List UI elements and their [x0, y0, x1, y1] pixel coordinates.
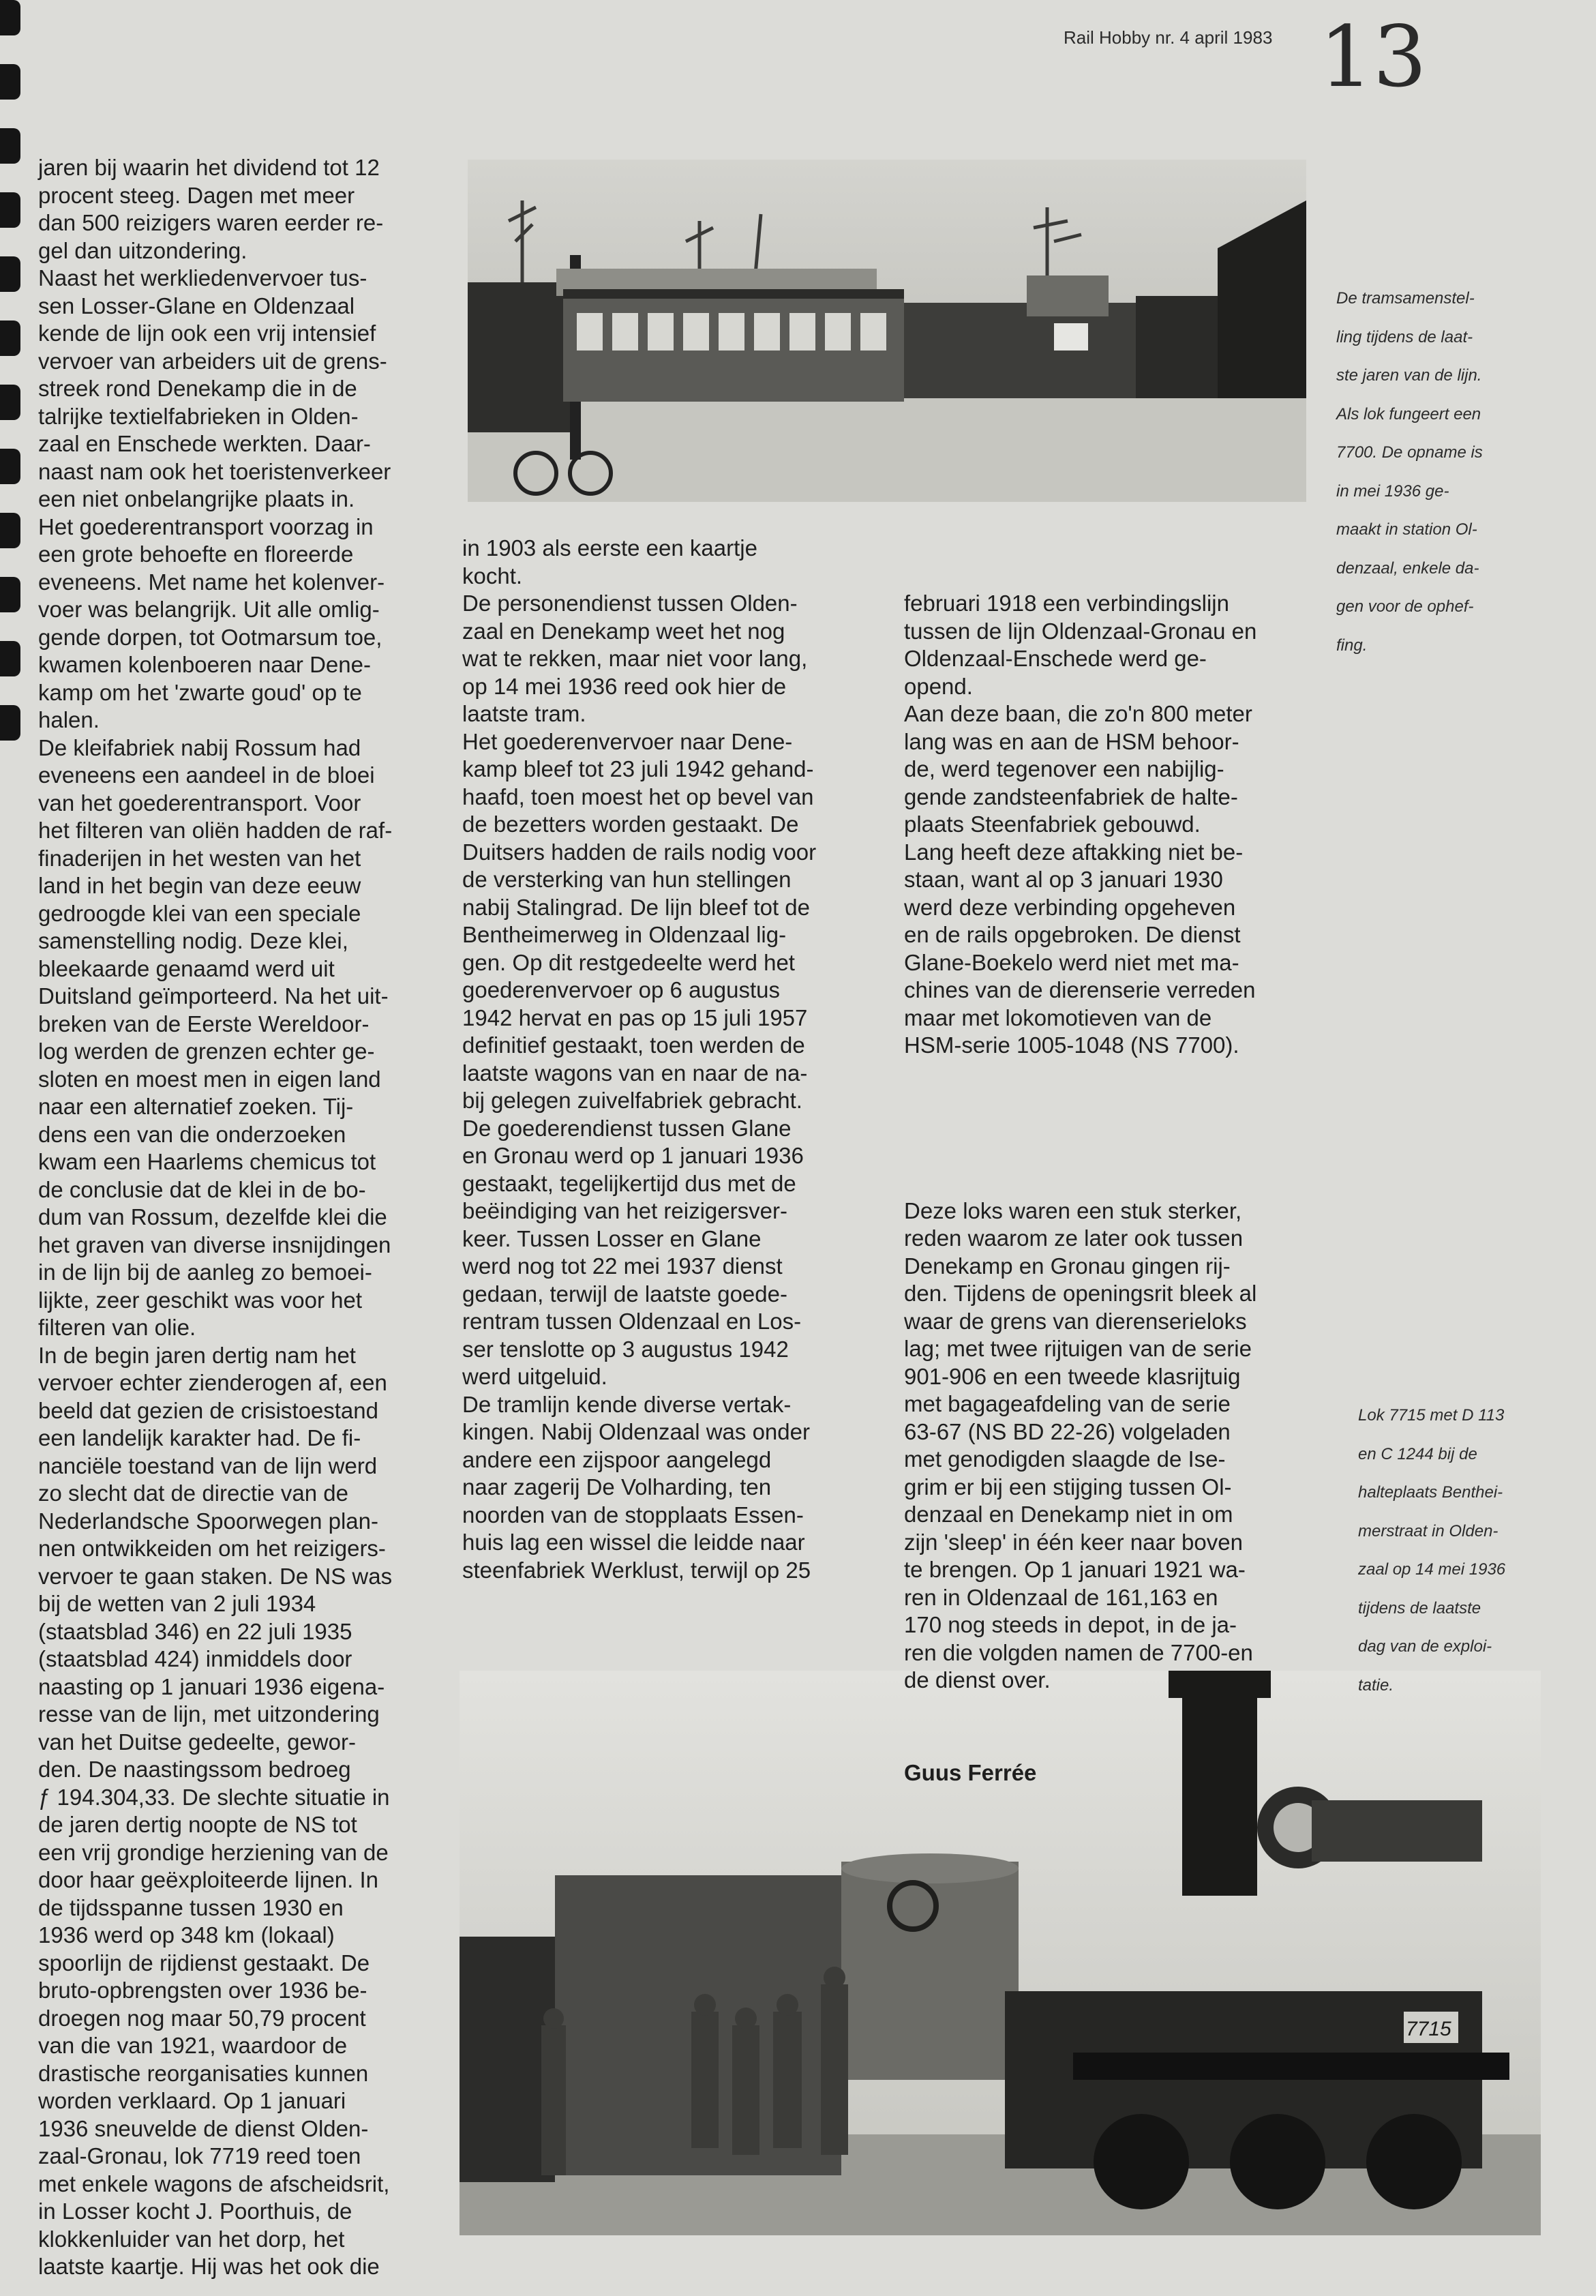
text-line: beëindiging van het reizigersver- — [462, 1198, 787, 1223]
text-line: bruto-opbrengsten over 1936 be- — [38, 1978, 367, 2003]
text-line: keer. Tussen Losser en Glane — [462, 1225, 762, 1251]
text-line: fing. — [1336, 636, 1368, 655]
text-line: de, werd tegenover een nabijlig- — [904, 756, 1224, 781]
text-line: laatste wagons van en naar de na- — [462, 1060, 808, 1086]
text-line: dum van Rossum, dezelfde klei die — [38, 1204, 387, 1229]
text-line: dag van de exploi- — [1358, 1637, 1492, 1656]
text-line: den. De naastingssom bedroeg — [38, 1757, 351, 1782]
text-line: ren in Oldenzaal de 161,163 en — [904, 1584, 1218, 1610]
text-line: plaats Steenfabriek gebouwd. — [904, 811, 1201, 837]
text-line: de versterking van hun stellingen — [462, 867, 792, 892]
text-line: Denekamp en Gronau gingen rij- — [904, 1253, 1231, 1279]
text-line: steenfabriek Werklust, terwijl op 25 — [462, 1557, 811, 1583]
text-line: Duitsland geïmporteerd. Na het uit- — [38, 983, 389, 1009]
text-line: te brengen. Op 1 januari 1921 wa- — [904, 1557, 1246, 1582]
text-line: Naast het werkliedenvervoer tus- — [38, 265, 367, 290]
text-line: samenstelling nodig. Deze klei, — [38, 928, 348, 953]
text-line: bij de wetten van 2 juli 1934 — [38, 1591, 316, 1616]
text-line: streek rond Denekamp die in de — [38, 376, 357, 401]
text-line: de bezetters worden gestaakt. De — [462, 811, 799, 837]
text-line: kwam een Haarlems chemicus tot — [38, 1149, 376, 1174]
text-line: een vrij grondige herziening van de — [38, 1839, 389, 1865]
text-line: merstraat in Olden- — [1358, 1521, 1499, 1540]
photo1-caption — [1336, 271, 1483, 673]
text-line: in Losser kocht J. Poorthuis, de — [38, 2198, 352, 2224]
text-line: een niet onbelangrijke plaats in. — [38, 486, 355, 511]
header-source: Rail Hobby nr. 4 april 1983 — [1064, 27, 1273, 48]
text-line: laatste tram. — [462, 701, 586, 726]
text-line: in 1903 als eerste een kaartje — [462, 535, 757, 561]
text-line: procent steeg. Dagen met meer — [38, 182, 355, 208]
text-column-3-part-b — [904, 1197, 1256, 1695]
text-line: jaren bij waarin het dividend tot 12 — [38, 155, 380, 180]
text-line: waar de grens van dierenserieloks — [904, 1308, 1247, 1334]
text-line: tatie. — [1358, 1675, 1394, 1695]
text-line: de conclusie dat de klei in de bo- — [38, 1176, 366, 1202]
text-line: zaal en Denekamp weet het nog — [462, 618, 785, 644]
text-line: finaderijen in het westen van het — [38, 845, 361, 871]
text-line: 63-67 (NS BD 22-26) volgeladen — [904, 1418, 1231, 1444]
text-line: (staatsblad 346) en 22 juli 1935 — [38, 1618, 352, 1644]
text-line: denzaal en Denekamp niet in om — [904, 1502, 1233, 1527]
text-line: resse van de lijn, met uitzondering — [38, 1701, 380, 1727]
text-line: drastische reorganisaties kunnen — [38, 2060, 369, 2086]
text-line: naast nam ook het toeristenverkeer — [38, 458, 391, 484]
text-line: De kleifabriek nabij Rossum had — [38, 734, 361, 760]
text-line: nanciële toestand van de lijn werd — [38, 1452, 378, 1478]
photo2-caption — [1358, 1388, 1505, 1713]
text-line: lag; met twee rijtuigen van de serie — [904, 1336, 1252, 1361]
text-line: eveneens een aandeel in de bloei — [38, 762, 375, 788]
text-line: naar zagerij De Volharding, ten — [462, 1474, 772, 1500]
text-line: door haar geëxploiteerde lijnen. In — [38, 1867, 379, 1892]
text-line: den. Tijdens de openingsrit bleek al — [904, 1281, 1257, 1306]
text-line: Glane-Boekelo werd niet met ma- — [904, 949, 1239, 975]
text-line: in mei 1936 ge- — [1336, 481, 1449, 501]
text-line: kamp bleef tot 23 juli 1942 gehand- — [462, 756, 814, 781]
text-line: vervoer van arbeiders uit de grens- — [38, 348, 387, 374]
text-line: met genodigden slaagde de Ise- — [904, 1446, 1226, 1472]
text-line: dens een van die onderzoeken — [38, 1121, 346, 1147]
text-line: de dienst over. — [904, 1667, 1051, 1693]
text-line: Als lok fungeert een — [1336, 404, 1481, 423]
text-line: maar met lokomotieven van de — [904, 1004, 1212, 1030]
text-line: grim er bij een stijging tussen Ol- — [904, 1474, 1232, 1500]
text-line: kende de lijn ook een vrij intensief — [38, 320, 376, 346]
text-line: HSM-serie 1005-1048 (NS 7700). — [904, 1032, 1239, 1058]
text-line: en Gronau werd op 1 januari 1936 — [462, 1143, 804, 1168]
text-line: ren die volgden namen de 7700-en — [904, 1639, 1253, 1665]
text-line: naasting op 1 januari 1936 eigena- — [38, 1673, 385, 1699]
text-line: 170 nog steeds in depot, in de ja- — [904, 1612, 1237, 1637]
text-line: werd uitgeluid. — [462, 1364, 607, 1389]
text-line: werd deze verbinding opgeheven — [904, 894, 1236, 920]
text-line: gende zandsteenfabriek de halte- — [904, 784, 1238, 809]
text-line: gende dorpen, tot Ootmarsum toe, — [38, 624, 382, 650]
text-column-3-part-a — [904, 590, 1256, 1060]
text-line: staan, want al op 3 januari 1930 — [904, 867, 1223, 892]
text-line: met bagageafdeling van de serie — [904, 1391, 1231, 1416]
text-line: Aan deze baan, die zo'n 800 meter — [904, 701, 1252, 726]
text-line: Bentheimerweg in Oldenzaal lig- — [462, 922, 787, 947]
text-line: lang was en aan de HSM behoor- — [904, 728, 1239, 754]
text-line: land in het begin van deze eeuw — [38, 873, 361, 898]
text-line: denzaal, enkele da- — [1336, 558, 1479, 578]
text-line: 901-906 en een tweede klasrijtuig — [904, 1363, 1241, 1389]
text-line: zaal en Enschede werkten. Daar- — [38, 431, 371, 456]
text-line: 7700. De opname is — [1336, 443, 1483, 462]
text-line: Lok 7715 met D 113 — [1358, 1406, 1505, 1425]
text-column-3 — [904, 535, 1256, 1815]
text-line: een grote behoefte en floreerde — [38, 541, 354, 567]
text-line: zaal op 14 mei 1936 — [1358, 1560, 1506, 1579]
text-line: Oldenzaal-Enschede werd ge- — [904, 646, 1207, 671]
tram-photo — [468, 160, 1306, 502]
text-line: zo slecht dat de directie van de — [38, 1480, 348, 1506]
text-line: noorden van de stopplaats Essen- — [462, 1502, 804, 1527]
text-line: andere een zijspoor aangelegd — [462, 1446, 772, 1472]
text-line: een landelijk karakter had. De fi- — [38, 1425, 361, 1450]
text-line: en C 1244 bij de — [1358, 1444, 1477, 1463]
text-line: gel dan uitzondering. — [38, 237, 247, 263]
text-line: kingen. Nabij Oldenzaal was onder — [462, 1419, 810, 1444]
text-line: zaal-Gronau, lok 7719 reed toen — [38, 2143, 361, 2168]
text-line: beeld dat gezien de crisistoestand — [38, 1397, 378, 1423]
text-column-2 — [462, 535, 816, 1584]
text-line: gen voor de ophef- — [1336, 597, 1474, 616]
text-line: bij gelegen zuivelfabriek gebracht. — [462, 1088, 802, 1113]
text-line: De tramlijn kende diverse vertak- — [462, 1391, 792, 1417]
text-line: van het Duitse gedeelte, gewor- — [38, 1729, 356, 1755]
text-line: haafd, toen moest het op bevel van — [462, 784, 814, 809]
text-line: talrijke textielfabrieken in Olden- — [38, 403, 359, 429]
text-line: rentram tussen Oldenzaal en Los- — [462, 1309, 802, 1334]
text-line: met enkele wagons de afscheidsrit, — [38, 2171, 390, 2196]
text-line: De personendienst tussen Olden- — [462, 591, 798, 616]
text-line: kamp om het 'zwarte goud' op te — [38, 679, 362, 705]
text-line: gedroogde klei van een speciale — [38, 900, 361, 926]
locomotive-number-plate: 7715 — [1406, 2018, 1451, 2040]
page-number: 13 — [1319, 8, 1427, 106]
text-line: februari 1918 een verbindingslijn — [904, 591, 1229, 616]
text-line: filteren van olie. — [38, 1315, 196, 1340]
text-line: eveneens. Met name het kolenver- — [38, 569, 385, 595]
text-line: gestaakt, tegelijkertijd dus met de — [462, 1170, 796, 1196]
text-line: laatste kaartje. Hij was het ook die — [38, 2254, 380, 2279]
text-line: tussen de lijn Oldenzaal-Gronau en — [904, 618, 1257, 644]
text-line: Nederlandsche Spoorwegen plan- — [38, 1508, 378, 1534]
text-line: 1942 hervat en pas op 15 juli 1957 — [462, 1004, 808, 1030]
author-byline: Guus Ferrée — [904, 1759, 1037, 1785]
text-line: nen ontwikkeiden om het reizigers- — [38, 1536, 386, 1561]
text-line: en de rails opgebroken. De dienst — [904, 922, 1241, 947]
text-line: tijdens de laatste — [1358, 1598, 1481, 1617]
text-line: De goederendienst tussen Glane — [462, 1115, 792, 1141]
text-line: In de begin jaren dertig nam het — [38, 1342, 356, 1368]
text-line: vervoer echter zienderogen af, een — [38, 1370, 387, 1395]
text-line: klokkenluider van het dorp, het — [38, 2226, 345, 2252]
text-line: gedaan, terwijl de laatste goede- — [462, 1281, 787, 1307]
text-line: Duitsers hadden de rails nodig voor — [462, 839, 817, 865]
text-line: zijn 'sleep' in één keer naar boven — [904, 1529, 1243, 1555]
text-line: naar een alternatief zoeken. Tij- — [38, 1094, 354, 1119]
binder-holes — [0, 0, 23, 2296]
text-line: het graven van diverse insnijdingen — [38, 1232, 391, 1257]
text-line: 1936 sneuvelde de dienst Olden- — [38, 2115, 369, 2141]
text-line: Het goederentransport voorzag in — [38, 513, 374, 539]
text-line: bleekaarde genaamd werd uit — [38, 955, 335, 981]
text-line: de jaren dertig noopte de NS tot — [38, 1812, 357, 1837]
text-line: sloten en moest men in eigen land — [38, 1066, 381, 1092]
text-line: Deze loks waren een stuk sterker, — [904, 1197, 1242, 1223]
text-line: kwamen kolenboeren naar Dene- — [38, 652, 371, 677]
text-line: voer was belangrijk. Uit alle omlig- — [38, 597, 380, 622]
text-line: van het goederentransport. Voor — [38, 790, 361, 816]
text-line: huis lag een wissel die leidde naar — [462, 1530, 805, 1555]
text-line: opend. — [904, 673, 973, 699]
text-line: werd nog tot 22 mei 1937 dienst — [462, 1253, 783, 1279]
text-line: 1936 werd op 348 km (lokaal) — [38, 1922, 335, 1948]
text-line: Het goederenvervoer naar Dene- — [462, 728, 793, 754]
text-line: ser tenslotte op 3 augustus 1942 — [462, 1336, 789, 1362]
text-line: van die van 1921, waardoor de — [38, 2033, 348, 2058]
text-line: ste jaren van de lijn. — [1336, 366, 1482, 385]
text-line: het filteren van oliën hadden de raf- — [38, 818, 393, 843]
text-line: worden verklaard. Op 1 januari — [38, 2088, 346, 2113]
text-line: kocht. — [462, 563, 523, 588]
text-line: vervoer te gaan staken. De NS was — [38, 1563, 393, 1589]
text-line: chines van de dierenserie verreden — [904, 977, 1256, 1002]
text-line: halteplaats Benthei- — [1358, 1483, 1503, 1502]
text-line: lijkte, zeer geschikt was voor het — [38, 1287, 363, 1313]
text-line: de tijdsspanne tussen 1930 en — [38, 1894, 344, 1920]
text-line: Lang heeft deze aftakking niet be- — [904, 839, 1244, 865]
text-line: droegen nog maar 50,79 procent — [38, 2005, 366, 2031]
text-line: De tramsamenstel- — [1336, 289, 1475, 308]
text-line: (staatsblad 424) inmiddels door — [38, 1646, 352, 1671]
text-line: nabij Stalingrad. De lijn bleef tot de — [462, 894, 810, 920]
text-line: reden waarom ze later ook tussen — [904, 1225, 1244, 1251]
text-line: maakt in station Ol- — [1336, 520, 1477, 539]
text-line: sen Losser-Glane en Oldenzaal — [38, 293, 355, 318]
text-column-1 — [38, 154, 392, 2281]
text-line: in de lijn bij de aanleg zo bemoei- — [38, 1259, 372, 1285]
text-line: dan 500 reizigers waren eerder re- — [38, 210, 384, 235]
text-line: goederenvervoer op 6 augustus — [462, 977, 780, 1002]
text-line: spoorlijn de rijdienst gestaakt. De — [38, 1950, 370, 1976]
text-line: log werden de grenzen echter ge- — [38, 1039, 375, 1064]
text-line: definitief gestaakt, toen werden de — [462, 1032, 805, 1058]
text-line: op 14 mei 1936 reed ook hier de — [462, 673, 787, 699]
text-line: ƒ 194.304,33. De slechte situatie in — [38, 1784, 390, 1810]
text-line: wat te rekken, maar niet voor lang, — [462, 646, 808, 671]
text-line: gen. Op dit restgedeelte werd het — [462, 949, 795, 975]
text-line: ling tijdens de laat- — [1336, 327, 1473, 346]
text-line: halen. — [38, 707, 100, 732]
text-line: breken van de Eerste Wereldoor- — [38, 1011, 370, 1037]
